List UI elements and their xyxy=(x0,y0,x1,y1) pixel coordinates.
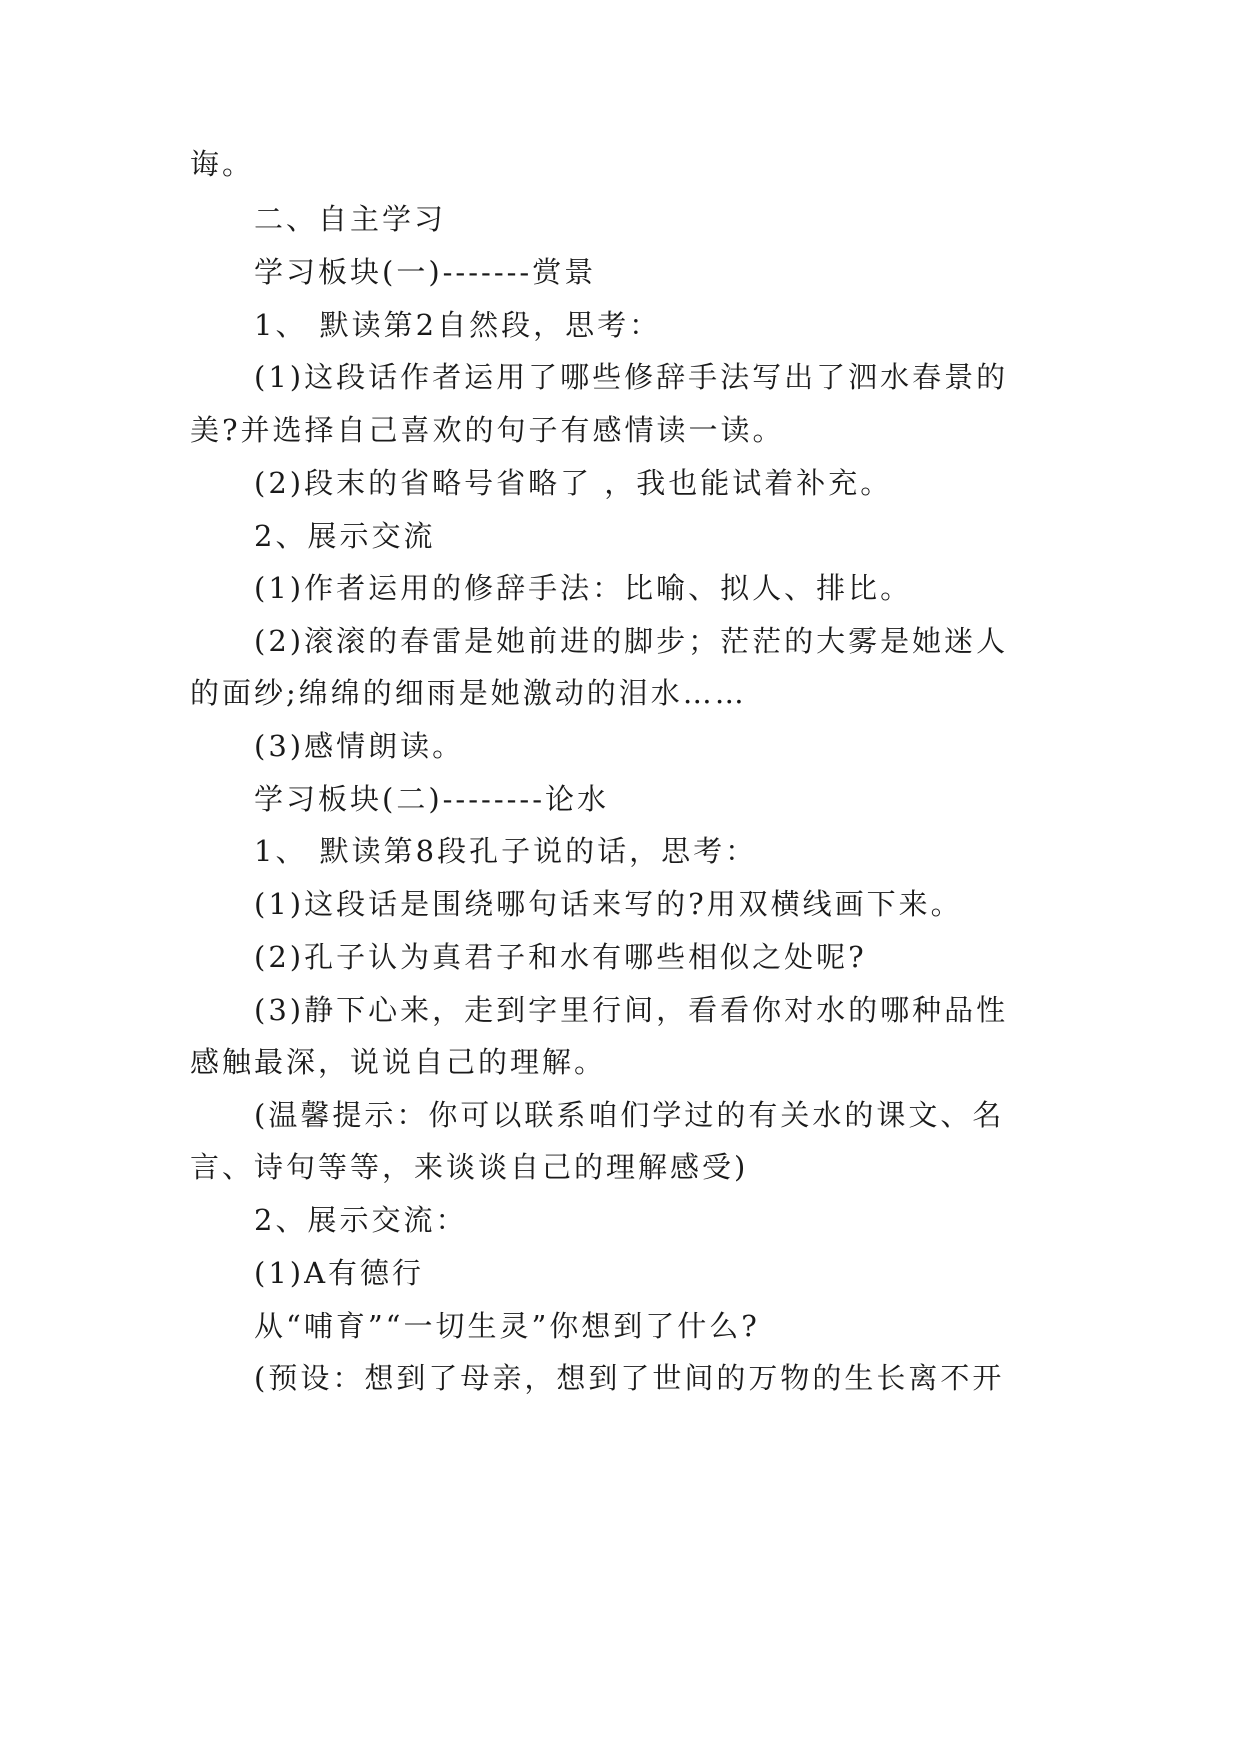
text-line: 感触最深，说说自己的理解。 xyxy=(190,1045,607,1079)
text-line: (1)这段话作者运用了哪些修辞手法写出了泗水春景的 xyxy=(254,360,1009,394)
text-line: (3)静下心来，走到字里行间，看看你对水的哪种品性 xyxy=(254,993,1009,1027)
text-line: 2、展示交流 xyxy=(254,519,436,553)
text-line: 从“哺育”“一切生灵”你想到了什么? xyxy=(254,1309,760,1343)
text-line: (2)滚滚的春雷是她前进的脚步；茫茫的大雾是她迷人 xyxy=(254,624,1009,658)
text-line: (2)段末的省略号省略了 ，我也能试着补充。 xyxy=(254,466,893,500)
text-line: (预设：想到了母亲，想到了世间的万物的生长离不开 xyxy=(254,1361,1005,1395)
text-line: (1)这段话是围绕哪句话来写的?用双横线画下来。 xyxy=(254,887,963,921)
text-line: 美?并选择自己喜欢的句子有感情读一读。 xyxy=(190,413,785,447)
text-line: (1)作者运用的修辞手法：比喻、拟人、排比。 xyxy=(254,571,913,605)
text-line: 诲。 xyxy=(190,147,255,181)
section-heading: 二、自主学习 xyxy=(254,202,447,236)
block-heading: 学习板块(一)-------赏景 xyxy=(254,255,597,289)
text-line: (温馨提示：你可以联系咱们学过的有关水的课文、名 xyxy=(254,1098,1005,1132)
text-line: 1、 默读第2自然段，思考： xyxy=(254,308,662,342)
text-line: 2、展示交流： xyxy=(254,1203,468,1237)
text-line: (2)孔子认为真君子和水有哪些相似之处呢? xyxy=(254,940,867,974)
text-line: 1、 默读第8段孔子说的话，思考： xyxy=(254,834,758,868)
text-line: (1)A有德行 xyxy=(254,1256,425,1290)
text-line: 言、诗句等等，来谈谈自己的理解感受) xyxy=(190,1150,749,1184)
text-line: 的面纱;绵绵的细雨是她激动的泪水…… xyxy=(190,676,747,710)
block-heading: 学习板块(二)--------论水 xyxy=(254,782,610,816)
text-line: (3)感情朗读。 xyxy=(254,729,465,763)
